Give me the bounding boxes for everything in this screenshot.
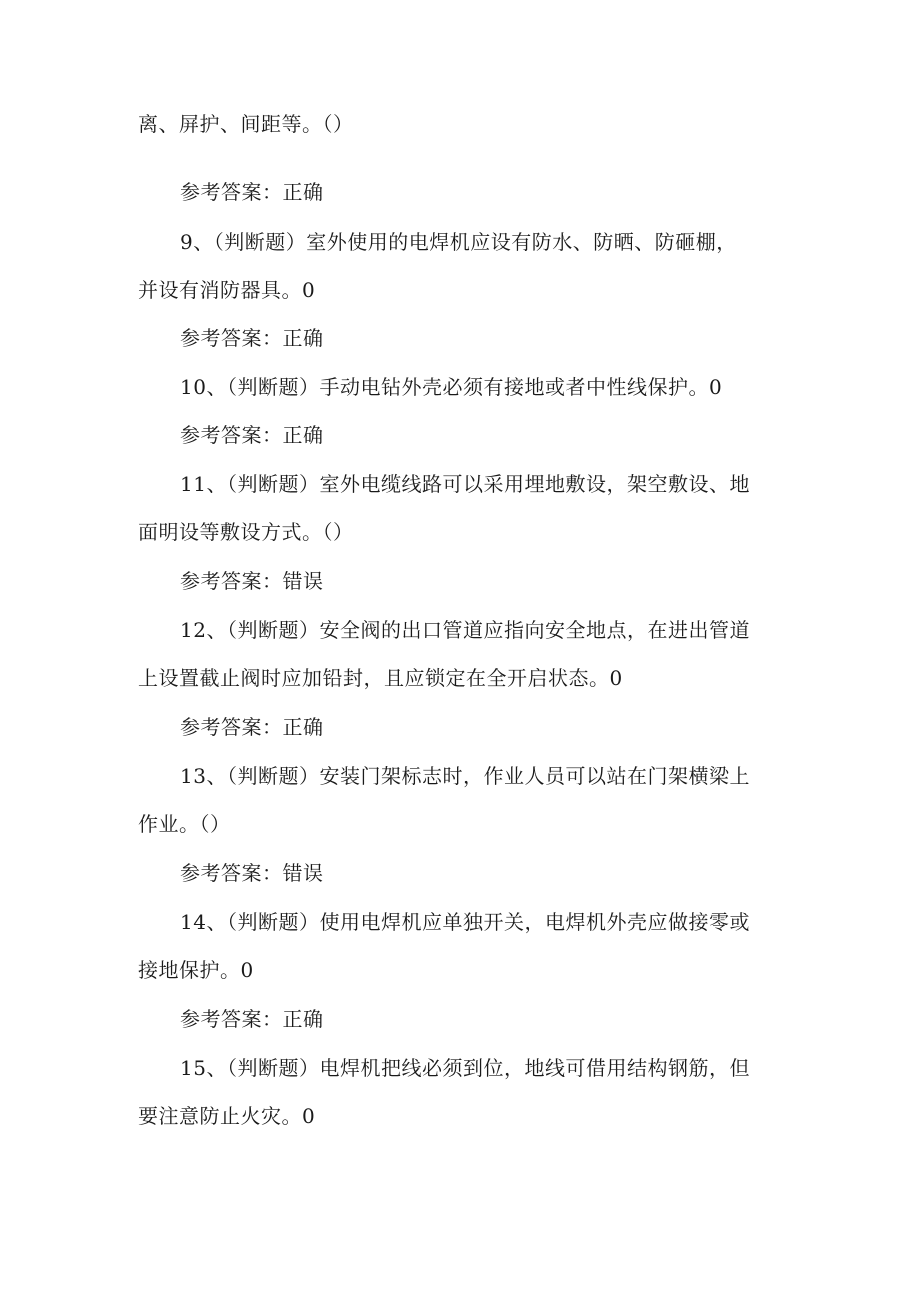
- question-13-line-2: 作业。（）: [138, 812, 231, 836]
- answer-10: 参考答案：正确: [180, 423, 324, 447]
- question-13-line-1: 13、（判断题）安装门架标志时，作业人员可以站在门架横梁上: [180, 764, 750, 788]
- answer-8: 参考答案：正确: [180, 180, 324, 204]
- question-12-line-2: 上设置截止阀时应加铅封，且应锁定在全开启状态。0: [138, 666, 623, 690]
- continuation-text: 离、屏护、间距等。（）: [138, 112, 354, 136]
- question-12-line-1: 12、（判断题）安全阀的出口管道应指向安全地点，在进出管道: [180, 618, 750, 642]
- question-9-line-2: 并设有消防器具。0: [138, 278, 316, 302]
- question-15-line-2: 要注意防止火灾。0: [138, 1104, 316, 1128]
- answer-11: 参考答案：错误: [180, 569, 324, 593]
- question-11-line-2: 面明设等敷设方式。（）: [138, 520, 354, 544]
- question-9-line-1: 9、（判断题）室外使用的电焊机应设有防水、防晒、防砸棚，: [180, 230, 737, 254]
- answer-14: 参考答案：正确: [180, 1007, 324, 1031]
- answer-13: 参考答案：错误: [180, 861, 324, 885]
- question-10-line-1: 10、（判断题）手动电钻外壳必须有接地或者中性线保护。0: [180, 375, 723, 399]
- question-15-line-1: 15、（判断题）电焊机把线必须到位，地线可借用结构钢筋，但: [180, 1056, 750, 1080]
- answer-9: 参考答案：正确: [180, 326, 324, 350]
- question-14-line-2: 接地保护。0: [138, 958, 254, 982]
- answer-12: 参考答案：正确: [180, 715, 324, 739]
- question-14-line-1: 14、（判断题）使用电焊机应单独开关，电焊机外壳应做接零或: [180, 910, 750, 934]
- question-11-line-1: 11、（判断题）室外电缆线路可以采用埋地敷设，架空敷设、地: [180, 472, 750, 496]
